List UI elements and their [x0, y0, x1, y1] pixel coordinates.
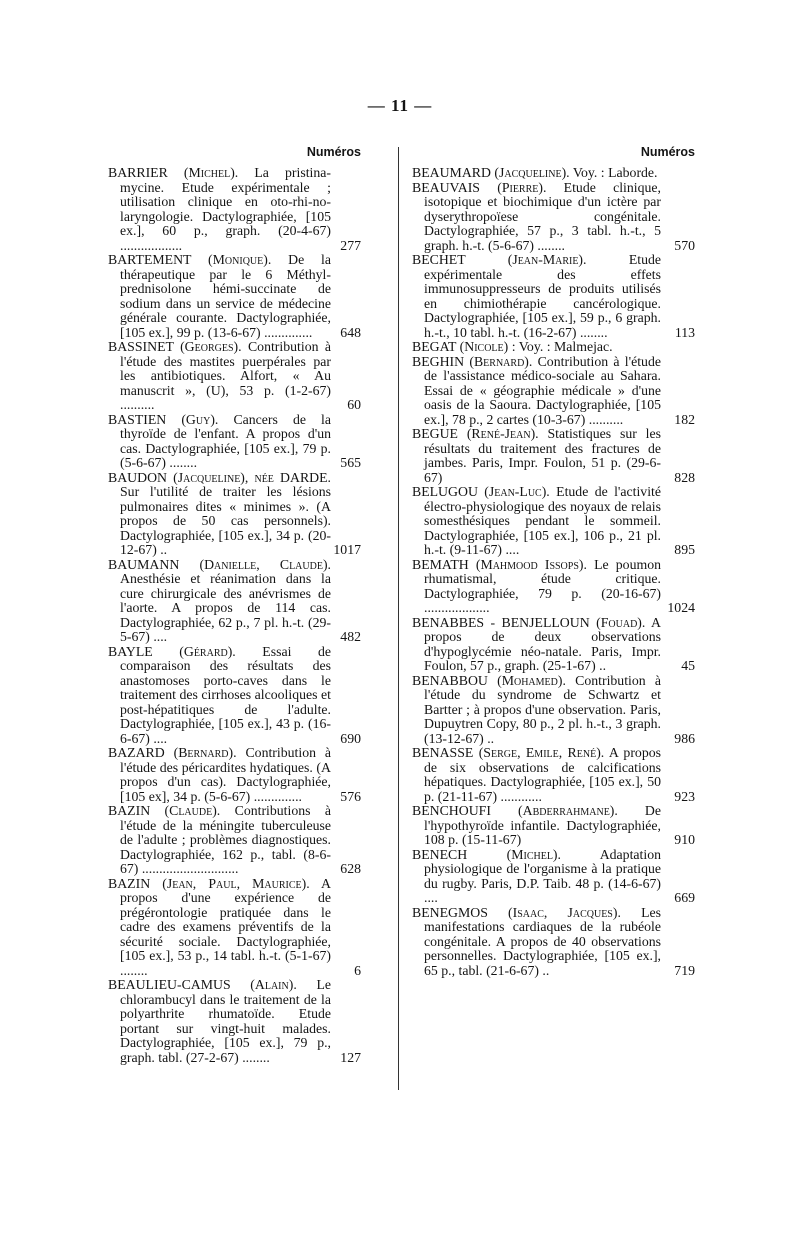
entry-text: A propos de six observations de calcifications hépatiques. Dactylographiée, [105 ex.], 50 p. (21-11-67) ............: [424, 745, 661, 804]
author-name: BASTIEN (Guy).: [108, 411, 219, 427]
entry-text: La pristina-mycine. Etude expérimentale ; utilisation clinique en oto-rhi-no-laryngologie. Dactylographiée, [105 ex.], 60 p., graph. (20-4-67) ..................: [120, 165, 331, 253]
entry-number: 1017: [333, 542, 361, 557]
entry-list: [412, 166, 695, 978]
bibliography-entry: [108, 253, 361, 340]
bibliography-entry: [412, 906, 695, 979]
bibliography-entry: [412, 558, 695, 616]
bibliography-entry: [412, 485, 695, 558]
entry-number: 570: [674, 237, 695, 253]
entry-number: 719: [674, 962, 695, 978]
author-name: BAUDON (Jacqueline), née DARDE.: [108, 469, 331, 485]
bibliography-entry: [412, 253, 695, 340]
entry-text: Sur l'utilité de traiter les lésions pulmonaires dites « minimes ». (A propos de 50 cas personnels). Dactylographiée, [105 ex.], 34 p. (20-12-67) ..: [120, 484, 331, 557]
author-name: BENECH (Michel).: [412, 846, 561, 862]
entry-text: Contributions à l'étude de la méningite tuberculeuse de l'adulte ; problèmes diagnostiques. Dactylographiée, 162 p., tabl. (8-6-67) ............................: [120, 803, 332, 876]
author-name: BENABBOU (Mohamed).: [412, 672, 566, 688]
bibliography-entry: [412, 848, 695, 906]
entry-number: 690: [340, 730, 361, 746]
author-name: BAZIN (Claude).: [108, 803, 221, 818]
bibliography-entry: [412, 746, 695, 804]
author-name: BEGUE (René-Jean).: [412, 426, 539, 441]
bibliography-entry: [108, 645, 361, 747]
entry-number: 277: [340, 237, 361, 253]
author-name: BEMATH (Mahmood Issops).: [412, 556, 587, 572]
author-name: BAYLE (Gérard).: [108, 643, 236, 659]
author-name: BEGHIN (Bernard).: [412, 353, 533, 369]
entry-number: 45: [681, 658, 695, 673]
bibliography-entry: [108, 804, 361, 877]
entry-text: Adaptation physiologique de l'organisme à la pratique du rugby. Paris, D.P. Taib. 48 p. (14-6-67) ....: [424, 846, 661, 905]
entry-number: 127: [340, 1049, 361, 1065]
author-name: BENABBES - BENJELLOUN (Fouad).: [412, 614, 646, 630]
bibliography-entry: [108, 746, 361, 804]
entry-text: Etude expérimentale des effets immunosuppresseurs de produits utilisés en chimiothérapie cancérologique. Dactylographiée, [105 ex.], 59 p., 6 graph. h.-t., 10 tabl. h.-t. (16-2-67) ........: [424, 252, 661, 340]
author-name: BARTEMENT (Monique).: [108, 252, 272, 267]
bibliography-entry: [108, 558, 361, 645]
author-name: BEAUVAIS (Pierre).: [412, 179, 547, 195]
entry-number: 923: [674, 788, 695, 804]
entry-number: 828: [674, 469, 695, 485]
bibliography-entry: [412, 804, 695, 848]
entry-text: Le chlorambucyl dans le traitement de la polyarthrite rhumatoïde. Etude portant sur vingt-huit malades. Dactylographiée, [105 ex.], 79 p., graph. tabl. (27-2-67) ........: [120, 977, 331, 1065]
entry-text: De l'hypothyroïde infantile. Dactylographiée, 108 p. (15-11-67): [424, 803, 661, 847]
bibliography-entry: [108, 978, 361, 1065]
bibliography-entry: [108, 877, 361, 979]
entry-text: Voy. : Laborde.: [572, 165, 658, 180]
entry-text: Contribution à l'étude des mastites puerpérales par les antibiotiques. Alfort, « Au manuscrit », (U), 53 p. (1-2-67) ..........: [120, 339, 332, 412]
entry-text: A propos d'une expérience de prégérontologie pratiquée dans le cadre des examens préventifs de la sécurité sociale. Dactylographiée, [105 ex.], 53 p., 14 tabl. h.-t. (5-1-67) ........: [120, 875, 331, 978]
entry-text: Les manifestations cardiaques de la rubéole congénitale. A propos de 40 observations personnelles. Dactylographiée, [105 ex.], 65 p., tabl. (21-6-67) ..: [424, 904, 661, 978]
entry-text: Le poumon rhumatismal, étude critique. Dactylographiée, 79 p. (20-16-67) ...................: [424, 556, 661, 615]
entry-number: 182: [674, 411, 695, 427]
entry-number: 60: [347, 397, 361, 412]
bibliography-entry: [412, 340, 695, 355]
bibliography-entry: [412, 674, 695, 747]
author-name: BEGAT (Nicole) :: [412, 339, 516, 354]
bibliography-entry: [412, 166, 695, 181]
entry-number: 113: [674, 324, 695, 340]
entry-text: A propos de deux observations d'hypoglycémie néo-natale. Paris, Impr. Foulon, 57 p., graph. (25-1-67) ..: [424, 614, 661, 673]
author-name: BARRIER (Michel).: [108, 165, 239, 180]
bibliography-entry: [412, 181, 695, 254]
bibliography-entry: [412, 616, 695, 674]
author-name: BELUGOU (Jean-Luc).: [412, 484, 550, 499]
bibliography-entry: [108, 471, 361, 558]
bibliography-entry: [108, 340, 361, 413]
entry-text: Etude clinique, isotopique et biochimique d'un ictère par dyserythropoïese congénitale. Dactylographiée, 57 p., 3 tabl. h.-t., 5 graph. h.-t. (5-6-67) ........: [424, 179, 661, 253]
entry-number: 482: [340, 629, 361, 644]
entry-text: Contribution à l'étude des péricardites hydatiques. (A propos d'un cas). Dactylographiée, [105 ex], 34 p. (5-6-67) ..............: [120, 745, 331, 804]
entry-number: 669: [674, 890, 695, 905]
author-name: BENCHOUFI (Abderrahmane).: [412, 803, 618, 818]
entry-number: 565: [340, 455, 361, 470]
author-name: BEAUMARD (Jacqueline).: [412, 165, 570, 180]
author-name: BAUMANN (Danielle, Claude).: [108, 556, 331, 572]
author-name: BASSINET (Georges).: [108, 339, 242, 354]
entry-number: 648: [340, 324, 361, 340]
bibliography-entry: [108, 413, 361, 471]
right-column: [412, 140, 695, 978]
entry-text: Contribution à l'étude de l'assistance médico-sociale au Sahara. Essai de « géographie médicale » d'une oasis de la Saoura. Dactylographiée, [105 ex.], 78 p., 2 cartes (10-3-67) ..........: [424, 353, 661, 427]
entry-text: Essai de comparaison des résultats des anastomoses porto-caves dans le traitement des cirrhoses alcooliques et post-hépatitiques de l'adulte. Dactylographiée, [105 ex.], 43 p. (16-6-67) ....: [120, 643, 331, 746]
entry-number: 986: [674, 730, 695, 746]
author-name: BEAULIEU-CAMUS (Alain).: [108, 977, 297, 992]
entry-text: Statistiques sur les résultats du traitement des fractures de jambes. Paris, Impr. Foulon, 51 p. (29-6-67): [424, 426, 662, 485]
entry-list: [108, 166, 361, 1065]
left-column: [108, 140, 361, 1065]
entry-text: Anesthésie et réanimation dans la cure chirurgicale des anévrismes de l'aorte. A propos de 114 cas. Dactylographiée, 62 p., 7 pl. h.-t. (29-5-67) ....: [120, 571, 331, 644]
bibliography-entry: [108, 166, 361, 253]
column-header: Numéros: [306, 145, 361, 159]
bibliography-entry: [412, 427, 695, 485]
author-name: BECHET (Jean-Marie).: [412, 252, 587, 267]
entry-text: Cancers de la thyroïde de l'enfant. A propos d'un cas. Dactylographiée, [105 ex.], 79 p. (5-6-67) ........: [120, 411, 332, 470]
author-name: BENEGMOS (Isaac, Jacques).: [412, 904, 621, 920]
entry-text: Voy. : Malmejac.: [518, 339, 613, 354]
entry-number: 628: [340, 861, 361, 876]
entry-text: Contribution à l'étude du syndrome de Schwartz et Bartter ; à propos d'une observation. Paris, Dupuytren Copy, 80 p., 2 pl. h.-t., 3 graph. (13-12-67) ..: [424, 672, 662, 746]
entry-text: Etude de l'activité électro-physiologique des noyaux de relais somesthésiques pendant le sommeil. Dactylographiée, [105 ex.], 106 p., 21 pl. h.-t. (9-11-67) ....: [424, 484, 662, 557]
entry-number: 910: [674, 832, 695, 847]
author-name: BENASSE (Serge, Emile, René).: [412, 745, 605, 760]
entry-number: 1024: [667, 600, 695, 615]
column-header: Numéros: [640, 145, 695, 159]
author-name: BAZARD (Bernard).: [108, 745, 237, 760]
column-divider: [398, 147, 399, 1090]
entry-text: De la thérapeutique par le 6 Méthyl-prednisolone hémi-succinate de sodium dans un service de médecine générale courante. Dactylographiée, [105 ex.], 99 p. (13-6-67) ..............: [120, 252, 331, 340]
entry-number: 895: [674, 542, 695, 557]
bibliography-entry: [412, 355, 695, 428]
page-number: — 11 —: [367, 96, 433, 115]
entry-number: 6: [354, 962, 361, 978]
entry-number: 576: [340, 788, 361, 804]
author-name: BAZIN (Jean, Paul, Maurice).: [108, 875, 310, 891]
